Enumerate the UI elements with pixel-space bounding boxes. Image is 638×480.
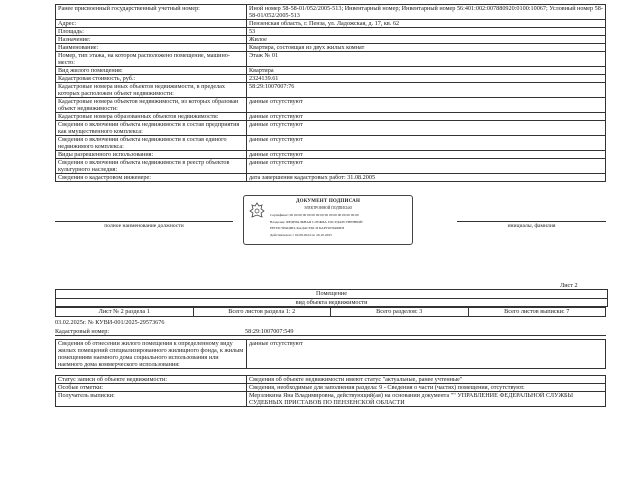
- stamp-owner: Владелец: ФЕДЕРАЛЬНАЯ СЛУЖБА ГОСУДАРСТВЕННОЙ: [270, 220, 363, 224]
- table-row: [56, 5, 606, 20]
- stamp-validity: Действителен: с 02.08.2024 по 26.10.2025: [270, 233, 332, 237]
- cadastral-number-row: [55, 328, 606, 336]
- field-label: Сведения об отнесении жилого помещения к определенному виду жилых помещений специализированного жилищного фонда, к жилым помещениям наемного дома социального использования или наемного дома коммерческого использования:: [56, 340, 247, 369]
- section-title-box: [55, 289, 608, 307]
- field-label: Вид жилого помещения:: [56, 67, 247, 75]
- field-label: Виды разрешенного использования:: [56, 151, 247, 159]
- table-row: [56, 36, 606, 44]
- field-label: Кадастровые номера объектов недвижимости, из которых образован объект недвижимости:: [56, 98, 247, 113]
- stamp-subtitle: ЭЛЕКТРОННОЙ ПОДПИСЬЮ: [303, 206, 353, 210]
- field-label: Номер, тип этажа, на котором расположено помещение, машино-место:: [56, 52, 247, 67]
- record-number: 03.02.2025г. № КУВИ-001/2025-29573676: [55, 319, 165, 326]
- field-label: Адрес:: [56, 20, 247, 28]
- table-row: [56, 340, 606, 369]
- field-value: Мерзликина Яна Владимировна, действующий(ая) на основании документа "" УПРАВЛЕНИЕ ФЕДЕРАЛЬНОЙ СЛУЖБЫ СУДЕБНЫХ ПРИСТАВОВ ПО ПЕНЗЕНСКОЙ ОБЛАСТИ: [247, 392, 606, 407]
- additional-details-table: [55, 339, 606, 407]
- table-row: [56, 136, 606, 151]
- table-row: [56, 28, 606, 36]
- sheet-number: Лист 2: [560, 282, 578, 289]
- table-row: [56, 20, 606, 28]
- field-value: данные отсутствуют: [247, 113, 606, 121]
- table-row: [56, 67, 606, 75]
- table-row: [56, 151, 606, 159]
- table-row: [56, 113, 606, 121]
- table-row: [56, 392, 606, 407]
- field-label: Сведения о включении объекта недвижимости в состав единого недвижимого комплекса:: [56, 136, 247, 151]
- field-value: Этаж № 01: [247, 52, 606, 67]
- cadastral-number-value: 58:29:1007007:549: [245, 328, 294, 335]
- field-value: данные отсутствуют: [247, 98, 606, 113]
- field-label: Наименование:: [56, 44, 247, 52]
- object-type: Помещение: [56, 290, 607, 299]
- field-value: Квартира, состоящая из двух жилых комнат: [247, 44, 606, 52]
- table-row: [56, 384, 606, 392]
- field-label: Ранее присвоенный государственный учетный номер:: [56, 5, 247, 20]
- field-label: Кадастровые номера образованных объектов недвижимости:: [56, 113, 247, 121]
- table-row: [56, 159, 606, 174]
- field-label: Площадь:: [56, 28, 247, 36]
- table-row: [56, 44, 606, 52]
- field-value: Сведения, необходимые для заполнения раздела: 9 - Сведения о части (частях) помещения, отсутствуют.: [247, 384, 606, 392]
- field-label: Получатель выписки:: [56, 392, 247, 407]
- table-row: [56, 83, 606, 98]
- field-value: Сведения об объекте недвижимости имеют статус "актуальные, ранее учтенные": [247, 376, 606, 384]
- field-label: Сведения о кадастровом инженере:: [56, 174, 247, 182]
- total-sections: Всего разделов: 3: [331, 308, 469, 317]
- field-value: Иной номер 58-58-01/052/2005-513; Инвентарный номер; Инвентарный номер 56:401:002:007880920:0100:10067; Условный номер 58-58-01/052/2005-513: [247, 5, 606, 20]
- row-spacer: [56, 369, 606, 376]
- total-sheets: Всего листов выписки: 7: [468, 308, 606, 317]
- table-row: [56, 98, 606, 113]
- field-label: Статус записи об объекте недвижимости:: [56, 376, 247, 384]
- field-label: Сведения о включении объекта недвижимости в реестр объектов культурного наследия:: [56, 159, 247, 174]
- field-value: 2324139.61: [247, 75, 606, 83]
- sheets-in-section: Всего листов раздела 1: 2: [193, 308, 331, 317]
- field-value: Квартира: [247, 67, 606, 75]
- position-caption: полное наименование должности: [55, 221, 233, 229]
- name-caption: инициалы, фамилия: [457, 221, 606, 229]
- table-row: [56, 75, 606, 83]
- sheet-of-section: Лист № 2 раздела 1: [56, 308, 194, 317]
- field-value: данные отсутствуют: [247, 340, 606, 369]
- field-value: дата завершения кадастровых работ: 31.08.2005: [247, 174, 606, 182]
- field-value: данные отсутствуют: [247, 151, 606, 159]
- table-row: [56, 376, 606, 384]
- cadastral-number-label: Кадастровый номер:: [55, 328, 110, 335]
- signature-block: [55, 193, 606, 248]
- electronic-signature-stamp: [243, 195, 413, 245]
- table-row: [56, 174, 606, 182]
- field-value: данные отсутствуют: [247, 159, 606, 174]
- field-label: Особые отметки:: [56, 384, 247, 392]
- field-label: Назначение:: [56, 36, 247, 44]
- object-details-table: [55, 4, 606, 182]
- stamp-owner-cont: РЕГИСТРАЦИИ, КАДАСТРА И КАРТОГРАФИИ: [270, 226, 344, 230]
- object-type-caption: вид объекта недвижимости: [295, 298, 368, 306]
- field-value: 58:29:1007007:76: [247, 83, 606, 98]
- field-value: Жилое: [247, 36, 606, 44]
- field-value: Пензенская область, г. Пенза, ул. Ладожская, д. 17, кв. 62: [247, 20, 606, 28]
- table-row: [56, 121, 606, 136]
- field-label: Кадастровая стоимость, руб.:: [56, 75, 247, 83]
- table-row: [56, 52, 606, 67]
- field-value: данные отсутствуют: [247, 136, 606, 151]
- sheet-header-table: [55, 307, 606, 317]
- field-value: данные отсутствуют: [247, 121, 606, 136]
- coat-of-arms-icon: [249, 202, 265, 220]
- field-label: Кадастровые номера иных объектов недвижимости, в пределах которых расположен объект недвижимости:: [56, 83, 247, 98]
- field-label: Сведения о включении объекта недвижимости в состав предприятия как имущественного комплекса:: [56, 121, 247, 136]
- stamp-title: ДОКУМЕНТ ПОДПИСАН: [295, 199, 361, 204]
- field-value: 53: [247, 28, 606, 36]
- stamp-certificate: Сертификат: 00 00 00 00 00 00 00 00 00 00 00 00 00 00 00 00: [270, 213, 359, 217]
